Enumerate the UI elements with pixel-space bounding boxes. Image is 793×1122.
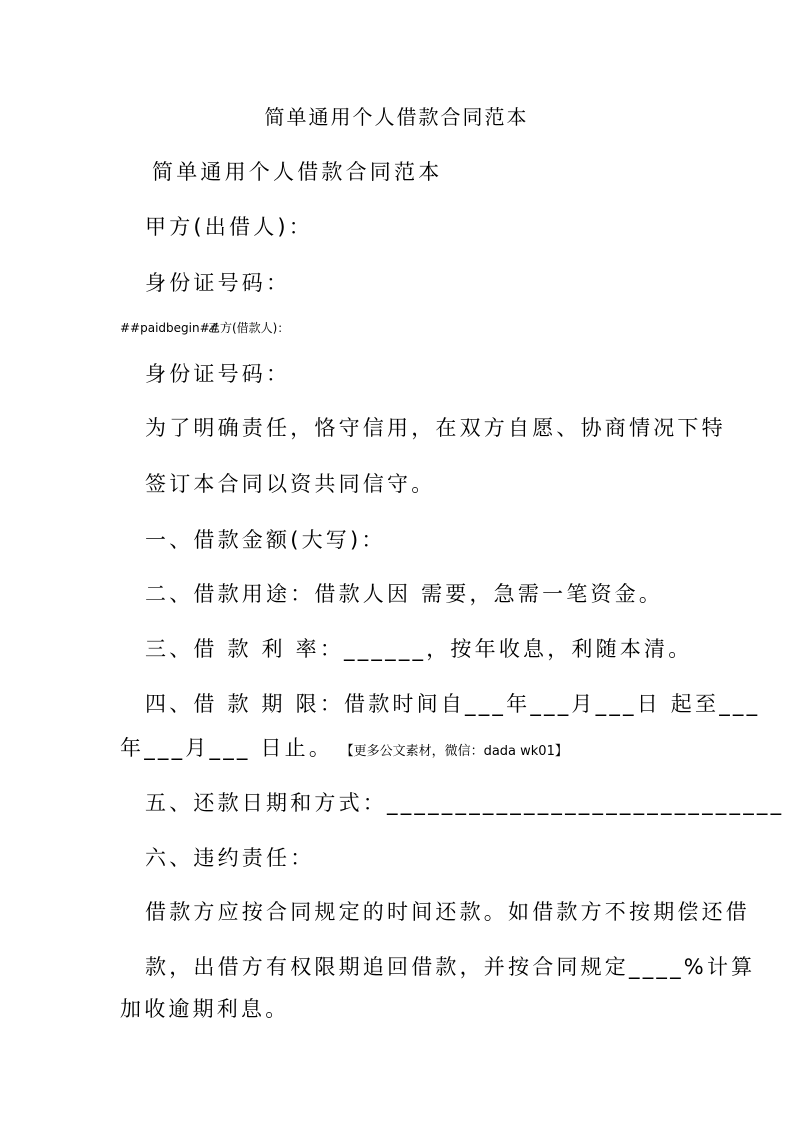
lender-id-line: 身份证号码：	[145, 271, 291, 295]
paid-marker: ##paidbegin##	[120, 321, 220, 335]
clause-amount: 一、借款金额(大写)：	[145, 528, 386, 552]
paragraph-line: 为了明确责任，恪守信用，在双方自愿、协商情况下特	[145, 416, 726, 440]
clause-purpose: 二、借款用途：借款人因 需要，急需一笔资金。	[145, 582, 664, 606]
document-subtitle: 简单通用个人借款合同范本	[152, 160, 443, 184]
paragraph-line: 签订本合同以资共同信守。	[145, 472, 436, 496]
clause-liability: 六、违约责任：	[145, 846, 315, 870]
lender-line: 甲方(出借人)：	[145, 215, 313, 239]
paragraph-line: 借款方应按合同规定的时间还款。如借款方不按期偿还借	[145, 900, 750, 924]
borrower-line: 乙方(借款人)：	[208, 321, 290, 335]
promo-note: 【更多公文素材，微信：dada wk01】	[347, 744, 568, 759]
paragraph-line: 款，出借方有权限期追回借款，并按合同规定____%计算	[145, 955, 756, 979]
paragraph-line: 加收逾期利息。	[120, 997, 290, 1021]
borrower-id-line: 身份证号码：	[145, 362, 291, 386]
clause-term-continued	[120, 736, 568, 764]
clause-interest: 三、借 款 利 率：______，按年收息，利随本清。	[145, 637, 693, 661]
clause-term: 四、借 款 期 限：借款时间自___年___月___日 起至___	[145, 692, 761, 716]
clause-repayment: 五、还款日期和方式：_____________________________	[145, 791, 785, 815]
page-title: 简单通用个人借款合同范本	[264, 105, 529, 129]
term-end-text: 年___月___ 日止。	[120, 736, 334, 760]
